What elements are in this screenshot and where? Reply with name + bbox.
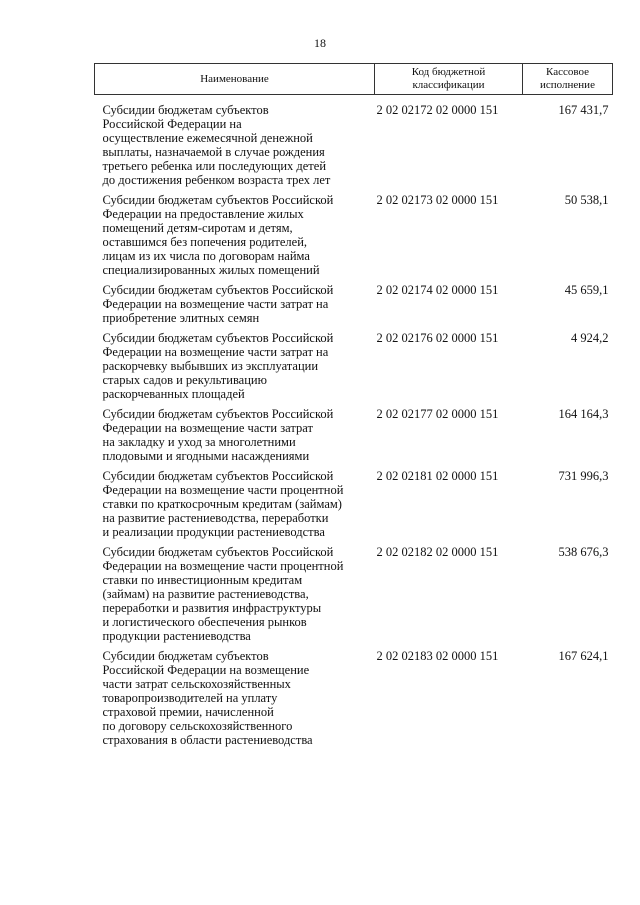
row-code: 2 02 02177 02 0000 151 [376,407,499,421]
row-name-line: лицам из их числа по договорам найма [102,249,310,263]
row-name-line: страховой премии, начисленной [102,705,274,719]
row-name-line: Субсидии бюджетам субъектов Российской [102,407,334,421]
row-name-line: Российской Федерации на возмещение [102,663,310,677]
row-name-line: выплаты, назначаемой в случае рождения [102,145,325,159]
row-name-line: Субсидии бюджетам субъектов [102,103,269,117]
row-name-line: оставшимся без попечения родителей, [102,235,308,249]
row-name-line: и логистического обеспечения рынков [102,615,307,629]
table-header [95,64,613,95]
row-name-line: раскорчевку выбывших из эксплуатации [102,359,319,373]
header-name: Наименование [95,64,375,95]
header-code-line: Код бюджетной [411,66,486,78]
table-row [95,543,613,647]
row-name [95,467,375,543]
header-code [375,64,523,95]
row-code: 2 02 02176 02 0000 151 [376,331,499,345]
row-name-line: товаропроизводителей на уплату [102,691,278,705]
row-name-line: страхования в области растениеводства [102,733,313,747]
row-amount: 4 924,2 [571,331,609,345]
budget-table [94,63,613,751]
row-name-line: Субсидии бюджетам субъектов Российской [102,545,334,559]
row-code: 2 02 02174 02 0000 151 [376,283,499,297]
row-amount: 731 996,3 [558,469,609,483]
table-row [95,467,613,543]
row-name-line: Федерации на возмещение части затрат на [102,345,329,359]
row-name-line: Субсидии бюджетам субъектов Российской [102,283,334,297]
row-name-line: и реализации продукции растениеводства [102,525,325,539]
row-name [95,543,375,647]
table-row [95,95,613,192]
row-name-line: на развитие растениеводства, переработки [102,511,329,525]
row-name [95,329,375,405]
row-amount: 50 538,1 [564,193,609,207]
header-amount-line: исполнение [540,79,595,91]
row-name-line: раскорчеванных площадей [102,387,245,401]
row-name-line: Федерации на предоставление жилых [102,207,304,221]
header-amount [523,64,613,95]
row-amount: 167 431,7 [558,103,609,117]
row-name-line: старых садов и рекультивацию [102,373,267,387]
row-name-line: Субсидии бюджетам субъектов Российской [102,331,334,345]
table-row [95,329,613,405]
table-body [95,95,613,752]
page-number: 18 [314,36,326,50]
row-amount: 538 676,3 [558,545,609,559]
row-name-line: Российской Федерации на [102,117,242,131]
table-row [95,281,613,329]
row-code: 2 02 02172 02 0000 151 [376,103,499,117]
row-name-line: Федерации на возмещение части затрат [102,421,313,435]
row-name [95,647,375,751]
row-name [95,191,375,281]
row-name-line: Субсидии бюджетам субъектов Российской [102,193,334,207]
row-name-line: приобретение элитных семян [102,311,260,325]
row-name-line: помещений детям-сиротам и детям, [102,221,293,235]
row-code: 2 02 02183 02 0000 151 [376,649,499,663]
row-name-line: Федерации на возмещение части затрат на [102,297,329,311]
row-name-line: переработки и развития инфраструктуры [102,601,322,615]
row-name-line: Субсидии бюджетам субъектов Российской [102,469,334,483]
row-name-line: части затрат сельскохозяйственных [102,677,291,691]
table-row [95,405,613,467]
row-name [95,95,375,192]
header-code-line: классификации [412,79,485,91]
row-name-line: специализированных жилых помещений [102,263,320,277]
row-amount: 45 659,1 [564,283,609,297]
row-code: 2 02 02182 02 0000 151 [376,545,499,559]
row-code: 2 02 02173 02 0000 151 [376,193,499,207]
row-name-line: плодовыми и ягодными насаждениями [102,449,310,463]
row-name-line: ставки по краткосрочным кредитам (займам) [102,497,342,511]
table-row [95,191,613,281]
header-amount-line: Кассовое [546,66,589,78]
row-name-line: осуществление ежемесячной денежной [102,131,313,145]
row-name-line: третьего ребенка или последующих детей [102,159,327,173]
row-name-line: по договору сельскохозяйственного [102,719,293,733]
row-name-line: Федерации на возмещение части процентной [102,559,344,573]
row-name-line: на закладку и уход за многолетними [102,435,296,449]
row-name [95,405,375,467]
row-code: 2 02 02181 02 0000 151 [376,469,499,483]
row-name [95,281,375,329]
row-amount: 164 164,3 [558,407,609,421]
row-name-line: Федерации на возмещение части процентной [102,483,344,497]
row-name-line: ставки по инвестиционным кредитам [102,573,303,587]
row-name-line: продукции растениеводства [102,629,251,643]
table-row [95,647,613,751]
row-name-line: (займам) на развитие растениеводства, [102,587,309,601]
row-name-line: Субсидии бюджетам субъектов [102,649,269,663]
row-name-line: до достижения ребенком возраста трех лет [102,173,331,187]
row-amount: 167 624,1 [558,649,609,663]
